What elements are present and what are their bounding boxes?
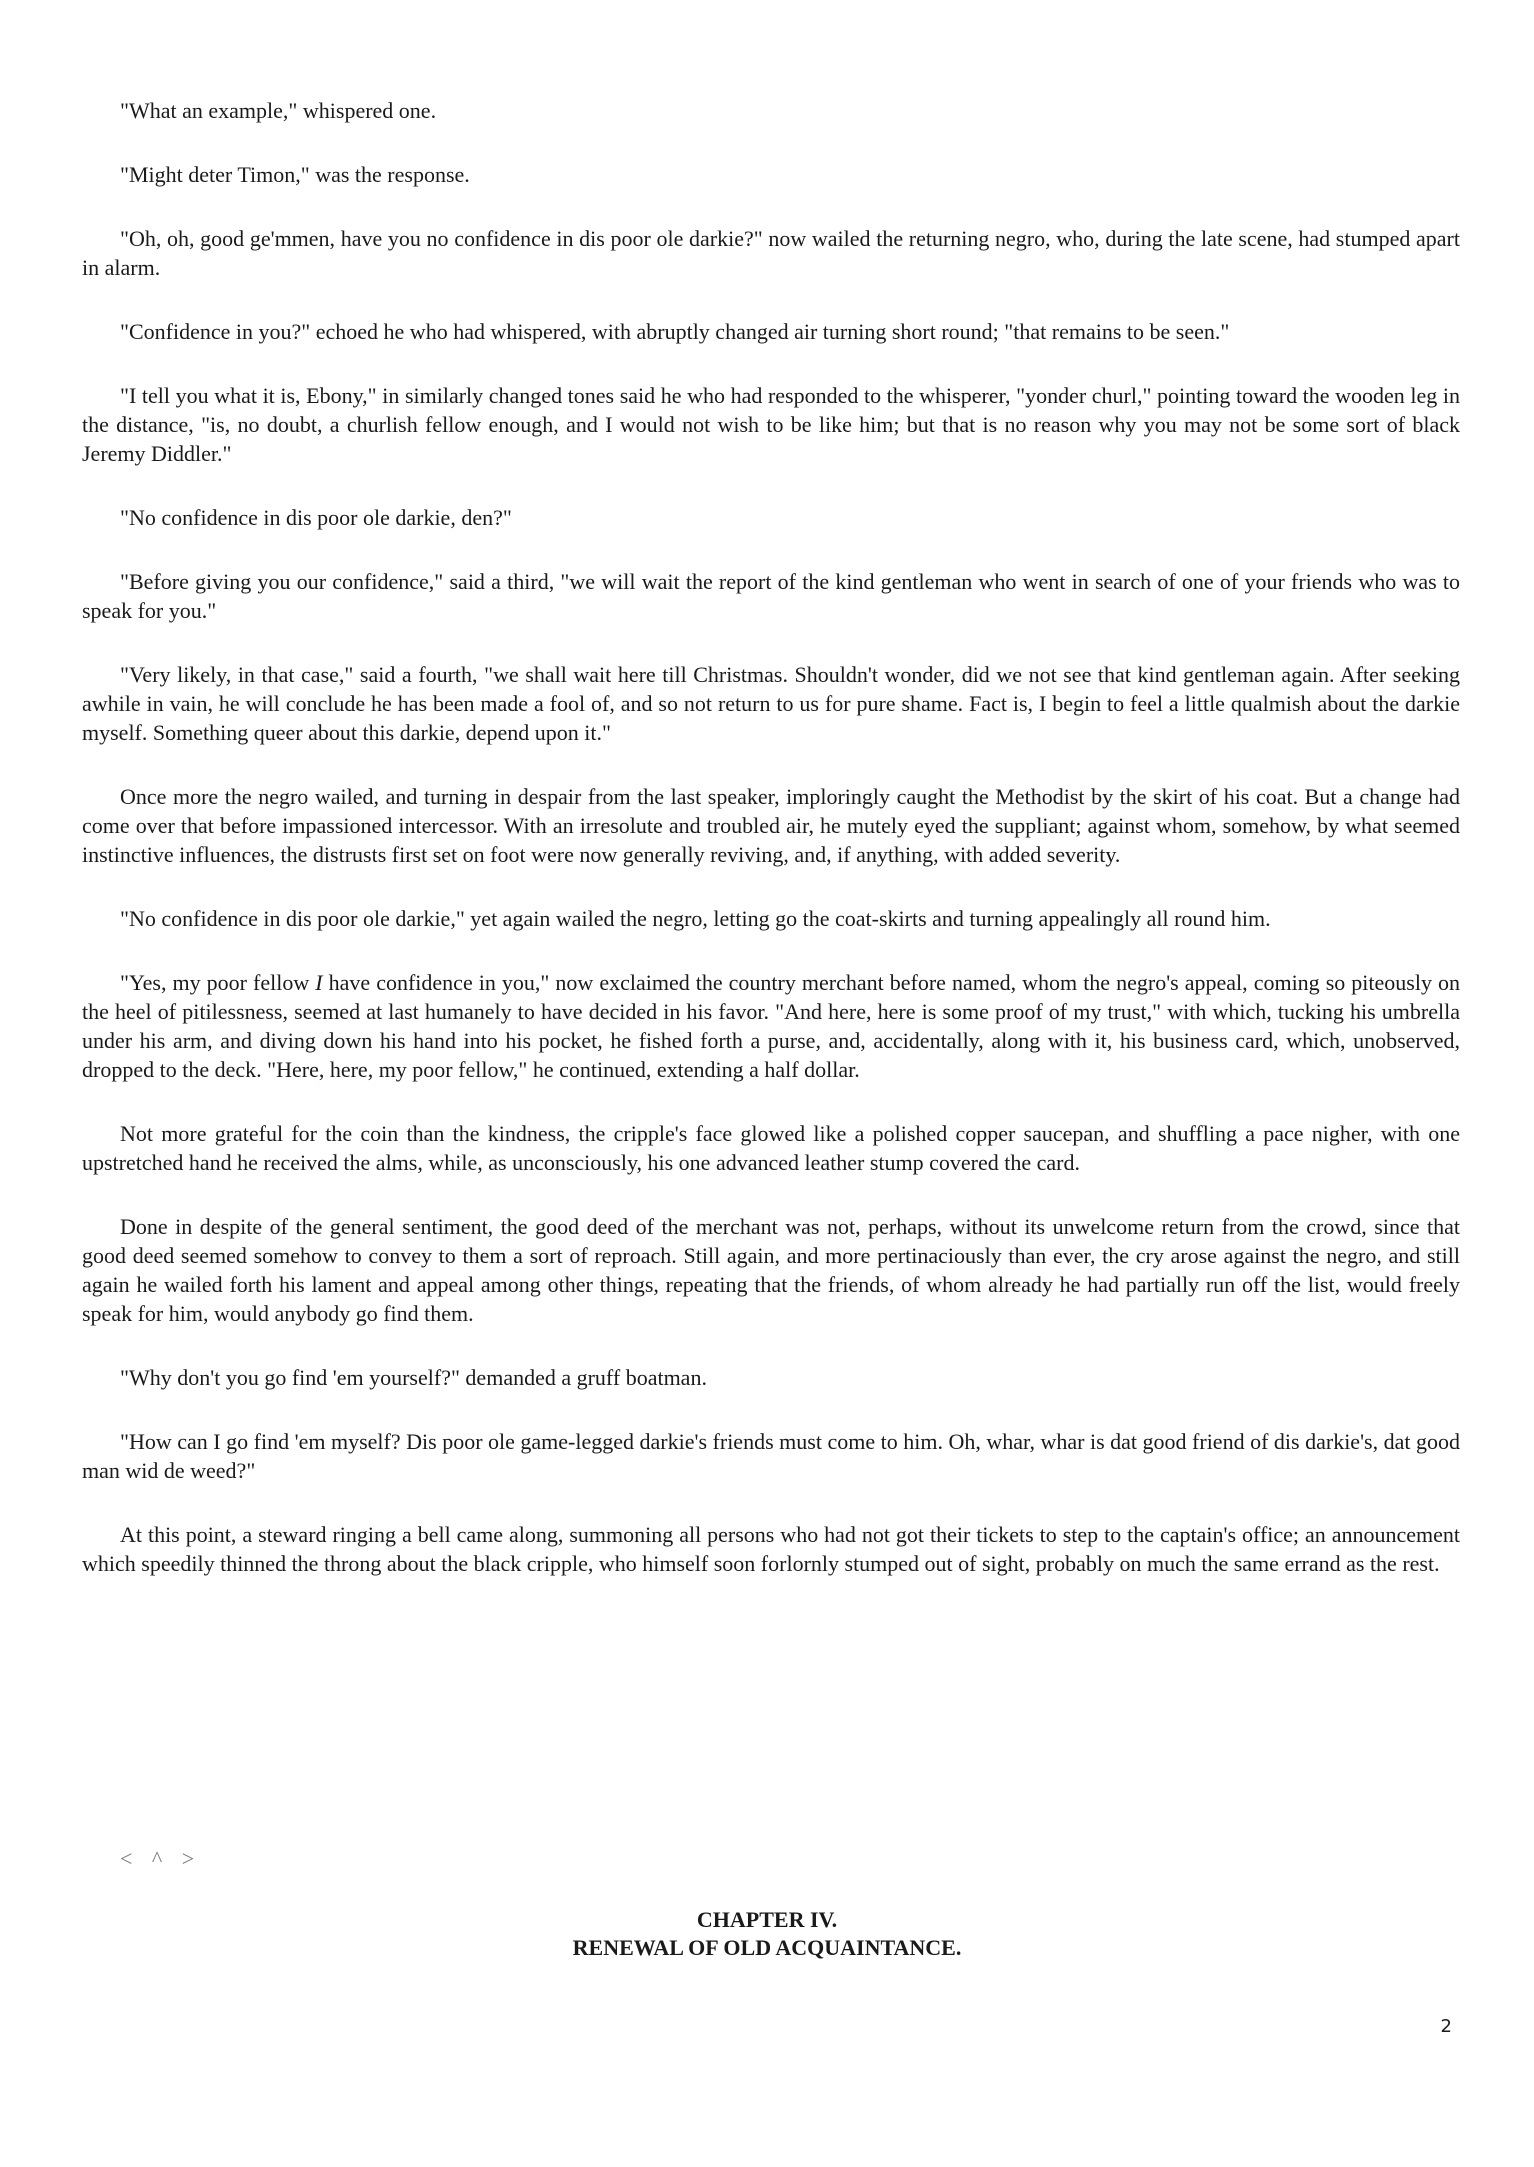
paragraph: "How can I go find 'em myself? Dis poor ole game-legged darkie's friends must come to him. Oh, whar, whar is dat good friend of dis darkie's, dat good man wid de weed?" [82, 1429, 1460, 1483]
paragraph: Done in despite of the general sentiment, the good deed of the merchant was not, perhaps, without its unwelcome return from the crowd, since that good deed seemed somehow to convey to them a sort of reproach. Still again, and more pertinaciously than ever, the cry arose against the negro, and still again he wailed forth his lament and appeal among other things, repeating that the friends, of whom already he had partially run off the list, would freely speak for him, would anybody go find them. [82, 1214, 1460, 1326]
paragraph: "I tell you what it is, Ebony," in similarly changed tones said he who had responded to the whisperer, "yonder churl," pointing toward the wooden leg in the distance, "is, no doubt, a churlish fellow enough, and I would not wish to be like him; but that is no reason why you may not be some sort of black Jeremy Diddler." [82, 383, 1460, 466]
chapter-navigation [120, 1846, 208, 1872]
paragraph-merchant: "Yes, my poor fellow I have confidence in you," now exclaimed the country merchant before named, whom the negro's appeal, coming so piteously on the heel of pitilessness, seemed at last humanely to have decided in his favor. "And here, here is some proof of my trust," with which, tucking his umbrella under his arm, and diving down his hand into his pocket, he fished forth a purse, and, accidentally, along with it, his business card, which, unobserved, dropped to the deck. "Here, here, my poor fellow," he continued, extending a half dollar. [82, 970, 1461, 1082]
paragraph: "Might deter Timon," was the response. [120, 162, 470, 187]
paragraph: "Before giving you our confidence," said a third, "we will wait the report of the kind gentleman who went in search of one of your friends who was to speak for you." [82, 569, 1460, 623]
next-chapter-link[interactable]: > [181, 1846, 195, 1871]
emphasis: I [315, 970, 323, 995]
prev-chapter-link[interactable]: < [120, 1846, 133, 1871]
paragraph: "Oh, oh, good ge'mmen, have you no confidence in dis poor ole darkie?" now wailed the returning negro, who, during the late scene, had stumped apart in alarm. [82, 226, 1460, 280]
chapter-heading [0, 1906, 1534, 1962]
paragraph: "Confidence in you?" echoed he who had whispered, with abruptly changed air turning short round; "that remains to be seen." [120, 319, 1230, 344]
page-number: 2 [1440, 2016, 1452, 2037]
paragraph: "No confidence in dis poor ole darkie," yet again wailed the negro, letting go the coat-skirts and turning appealingly all round him. [120, 906, 1271, 931]
paragraph: "What an example," whispered one. [120, 98, 437, 123]
paragraph: Once more the negro wailed, and turning in despair from the last speaker, imploringly caught the Methodist by the skirt of his coat. But a change had come over that before impassioned intercessor. With an irresolute and troubled air, he mutely eyed the suppliant; against whom, somehow, by what seemed instinctive influences, the distrusts first set on foot were now generally reviving, and, if anything, with added severity. [82, 784, 1460, 867]
paragraph: At this point, a steward ringing a bell came along, summoning all persons who had not got their tickets to step to the captain's office; an announcement which speedily thinned the throng about the black cripple, who himself soon forlornly stumped out of sight, probably on much the same errand as the rest. [82, 1522, 1460, 1576]
document-body [82, 96, 1460, 1578]
paragraph: "No confidence in dis poor ole darkie, den?" [120, 505, 512, 530]
chapter-title: RENEWAL OF OLD ACQUAINTANCE. [572, 1935, 962, 1960]
paragraph: "Why don't you go find 'em yourself?" demanded a gruff boatman. [120, 1365, 707, 1390]
chapter-number: CHAPTER IV. [696, 1907, 838, 1932]
paragraph: "Very likely, in that case," said a fourth, "we shall wait here till Christmas. Shouldn't wonder, did we not see that kind gentleman again. After seeking awhile in vain, he will conclude he has been made a fool of, and so not return to us for pure shame. Fact is, I begin to feel a little qualmish about the darkie myself. Something queer about this darkie, depend upon it." [82, 662, 1460, 745]
paragraph: Not more grateful for the coin than the kindness, the cripple's face glowed like a polished copper saucepan, and shuffling a pace nigher, with one upstretched hand he received the alms, while, as unconsciously, his one advanced leather stump covered the card. [82, 1121, 1460, 1175]
table-of-contents-link[interactable]: ^ [151, 1846, 163, 1871]
